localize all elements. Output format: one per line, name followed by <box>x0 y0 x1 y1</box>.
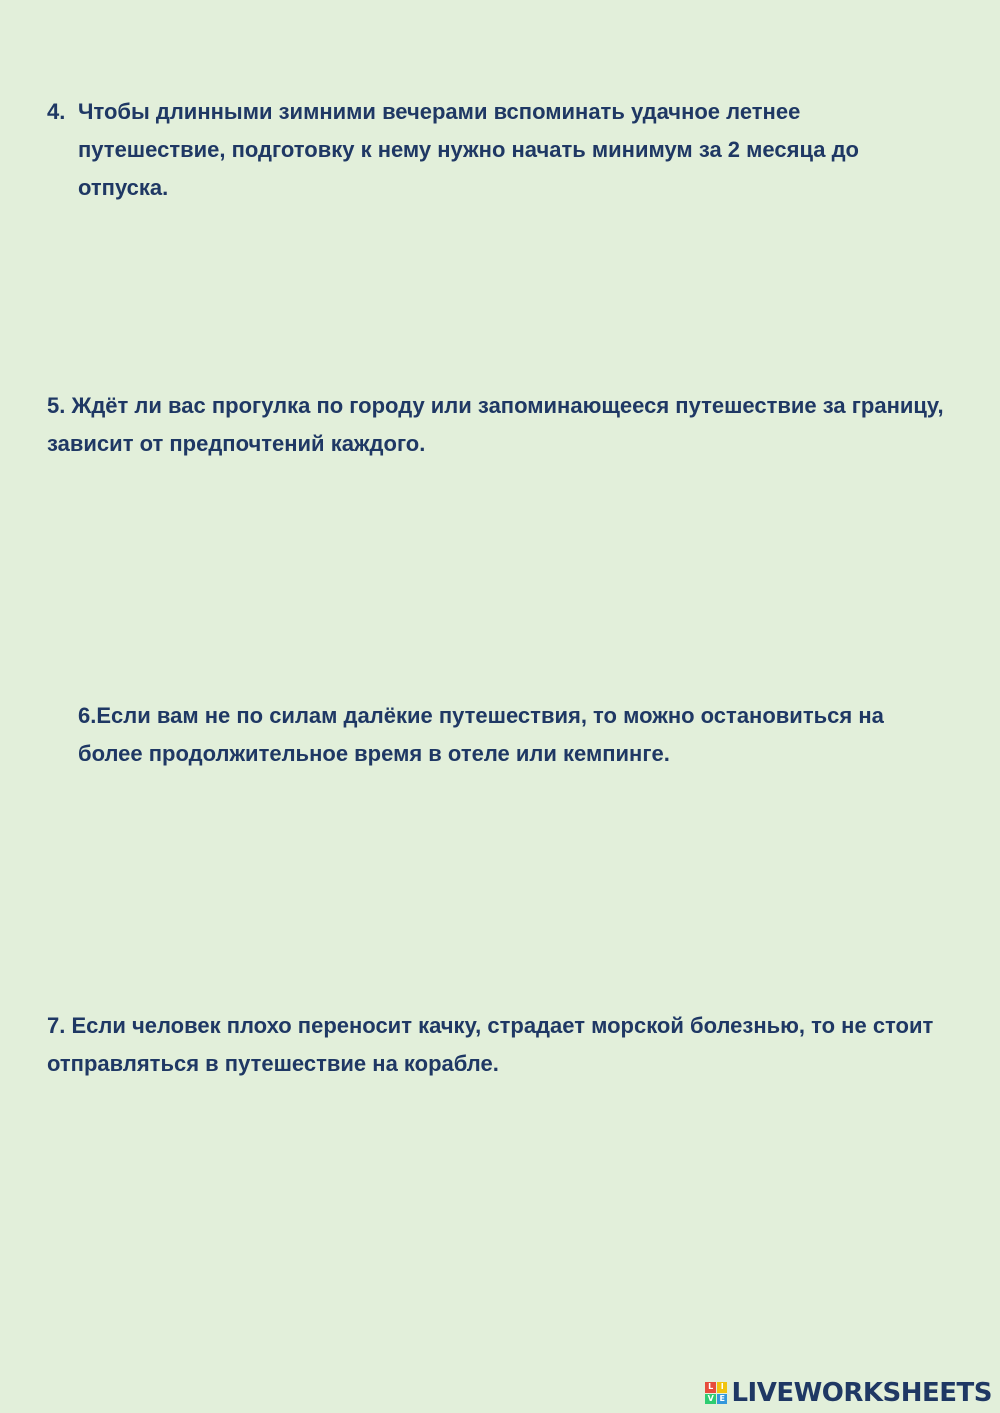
sentence-5: 5. Ждёт ли вас прогулка по городу или запоминающееся путешествие за границу, зависит от предпочтений каждого. <box>47 393 944 456</box>
logo-badge-letter: E <box>717 1394 728 1405</box>
logo-text: LIVEWORKSHEETS <box>731 1378 992 1408</box>
sentence-4 <box>47 93 947 207</box>
sentence-4-number: 4. <box>47 99 66 124</box>
logo-badge-letter: I <box>717 1382 728 1393</box>
logo-badge-letter: L <box>705 1382 716 1393</box>
sentence-6: 6.Если вам не по силам далёкие путешествия, то можно остановиться на более продолжительное время в отеле или кемпинге. <box>78 703 884 766</box>
logo-badge-icon <box>705 1382 727 1404</box>
liveworksheets-logo <box>705 1379 992 1407</box>
sentence-4-text: Чтобы длинными зимними вечерами вспоминать удачное летнее путешествие, подготовку к нему нужно начать минимум за 2 месяца до отпуска. <box>78 99 859 200</box>
logo-badge-letter: V <box>705 1394 716 1405</box>
sentence-7: 7. Если человек плохо переносит качку, страдает морской болезнью, то не стоит отправляться в путешествие на корабле. <box>47 1013 934 1076</box>
